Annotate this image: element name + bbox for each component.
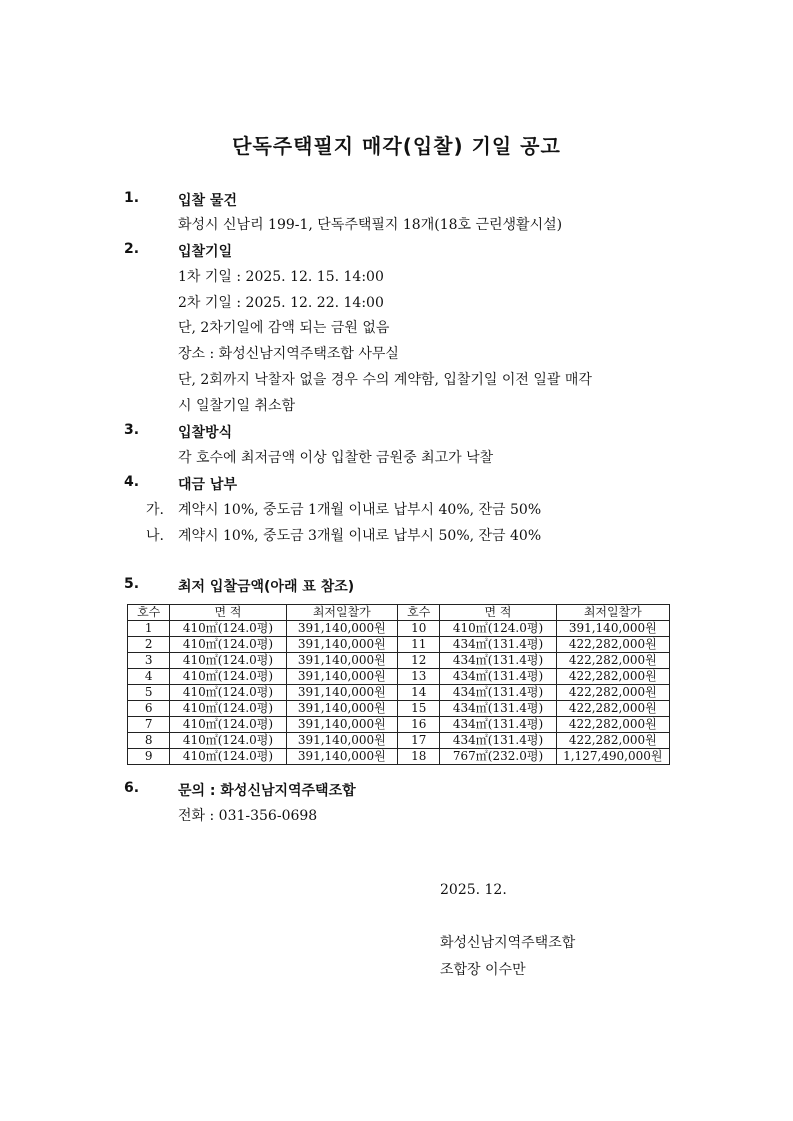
- price-table: [127, 604, 670, 765]
- cell-unit-no-2: 13: [398, 669, 440, 685]
- table-row: [128, 653, 670, 669]
- cell-area-2: 434㎡(131.4평): [440, 701, 556, 717]
- section-1-heading: 입찰 물건: [178, 193, 237, 209]
- section-2-number: 2.: [124, 241, 140, 257]
- cell-area-2: 434㎡(131.4평): [440, 733, 556, 749]
- cell-unit-no-2: 16: [398, 717, 440, 733]
- cell-unit-no-2: 11: [398, 637, 440, 653]
- cell-min-price: 391,140,000원: [286, 717, 398, 733]
- cell-min-price: 391,140,000원: [286, 701, 398, 717]
- cell-area: 410㎡(124.0평): [170, 733, 286, 749]
- cell-unit-no: 1: [128, 621, 170, 637]
- section-6-number: 6.: [124, 780, 140, 796]
- cell-area-2: 434㎡(131.4평): [440, 685, 556, 701]
- header-area-2: 면 적: [440, 605, 556, 621]
- cell-unit-no-2: 18: [398, 749, 440, 765]
- cell-unit-no: 7: [128, 717, 170, 733]
- cell-area: 410㎡(124.0평): [170, 653, 286, 669]
- header-unit-no-2: 호수: [398, 605, 440, 621]
- section-4-item-1-mark: 가.: [146, 502, 164, 518]
- table-row: [128, 749, 670, 765]
- cell-min-price-2: 422,282,000원: [556, 637, 669, 653]
- section-4-item-2-text: 계약시 10%, 중도금 3개월 이내로 납부시 50%, 잔금 40%: [178, 528, 542, 544]
- header-area: 면 적: [170, 605, 286, 621]
- header-min-price: 최저일찰가: [286, 605, 398, 621]
- issuer-organization: 화성신남지역주택조합: [440, 935, 576, 951]
- cell-min-price: 391,140,000원: [286, 733, 398, 749]
- header-min-price-2: 최저일찰가: [556, 605, 669, 621]
- section-2-line-1: 1차 기일 : 2025. 12. 15. 14:00: [178, 269, 384, 285]
- cell-min-price-2: 422,282,000원: [556, 733, 669, 749]
- section-3-line-1: 각 호수에 최저금액 이상 입찰한 금원중 최고가 낙찰: [178, 450, 494, 466]
- cell-min-price: 391,140,000원: [286, 685, 398, 701]
- section-2-line-4: 장소 : 화성신남지역주택조합 사무실: [178, 346, 399, 362]
- cell-min-price: 391,140,000원: [286, 669, 398, 685]
- section-4-item-1-text: 계약시 10%, 중도금 1개월 이내로 납부시 40%, 잔금 50%: [178, 502, 542, 518]
- table-header-row: [128, 605, 670, 621]
- table-row: [128, 685, 670, 701]
- cell-min-price: 391,140,000원: [286, 637, 398, 653]
- cell-unit-no: 2: [128, 637, 170, 653]
- cell-area: 410㎡(124.0평): [170, 685, 286, 701]
- table-row: [128, 669, 670, 685]
- cell-unit-no-2: 12: [398, 653, 440, 669]
- cell-min-price-2: 422,282,000원: [556, 653, 669, 669]
- cell-min-price-2: 422,282,000원: [556, 685, 669, 701]
- cell-area: 410㎡(124.0평): [170, 749, 286, 765]
- section-6-line-1: 전화 : 031-356-0698: [178, 808, 318, 824]
- cell-min-price-2: 422,282,000원: [556, 717, 669, 733]
- section-3-number: 3.: [124, 422, 140, 438]
- table-row: [128, 701, 670, 717]
- cell-unit-no-2: 10: [398, 621, 440, 637]
- cell-min-price: 391,140,000원: [286, 749, 398, 765]
- cell-unit-no-2: 17: [398, 733, 440, 749]
- header-unit-no: 호수: [128, 605, 170, 621]
- cell-unit-no: 9: [128, 749, 170, 765]
- section-2-line-6: 시 일찰기일 취소함: [178, 398, 296, 414]
- cell-unit-no-2: 14: [398, 685, 440, 701]
- cell-area-2: 767㎡(232.0평): [440, 749, 556, 765]
- section-2-line-2: 2차 기일 : 2025. 12. 22. 14:00: [178, 295, 384, 311]
- cell-unit-no-2: 15: [398, 701, 440, 717]
- cell-unit-no: 4: [128, 669, 170, 685]
- cell-min-price-2: 1,127,490,000원: [556, 749, 669, 765]
- cell-unit-no: 6: [128, 701, 170, 717]
- issuer-signer: 조합장 이수만: [440, 962, 526, 978]
- section-2-line-3: 단, 2차기일에 감액 되는 금원 없음: [178, 320, 390, 336]
- cell-unit-no: 5: [128, 685, 170, 701]
- section-1-line-1: 화성시 신남리 199-1, 단독주택필지 18개(18호 근린생활시설): [178, 217, 563, 233]
- section-5-number: 5.: [124, 576, 140, 592]
- table-row: [128, 637, 670, 653]
- cell-unit-no: 3: [128, 653, 170, 669]
- section-1-number: 1.: [124, 190, 140, 206]
- section-4-item-2-mark: 나.: [146, 528, 164, 544]
- cell-area-2: 410㎡(124.0평): [440, 621, 556, 637]
- cell-min-price-2: 391,140,000원: [556, 621, 669, 637]
- cell-area-2: 434㎡(131.4평): [440, 717, 556, 733]
- cell-area: 410㎡(124.0평): [170, 637, 286, 653]
- section-5-heading: 최저 입찰금액(아래 표 참조): [178, 579, 355, 595]
- cell-area: 410㎡(124.0평): [170, 717, 286, 733]
- cell-unit-no: 8: [128, 733, 170, 749]
- cell-area-2: 434㎡(131.4평): [440, 637, 556, 653]
- cell-area-2: 434㎡(131.4평): [440, 669, 556, 685]
- cell-area: 410㎡(124.0평): [170, 701, 286, 717]
- cell-min-price-2: 422,282,000원: [556, 701, 669, 717]
- table-row: [128, 621, 670, 637]
- section-6-heading: 문의 : 화성신남지역주택조합: [178, 783, 356, 799]
- notice-date: 2025. 12.: [440, 882, 507, 898]
- section-3-heading: 입찰방식: [178, 425, 233, 441]
- section-2-line-5: 단, 2회까지 낙찰자 없을 경우 수의 계약함, 입찰기일 이전 일괄 매각: [178, 372, 592, 388]
- cell-min-price: 391,140,000원: [286, 653, 398, 669]
- cell-area: 410㎡(124.0평): [170, 669, 286, 685]
- page-title: 단독주택필지 매각(입찰) 기일 공고: [232, 134, 561, 158]
- cell-area: 410㎡(124.0평): [170, 621, 286, 637]
- section-4-heading: 대금 납부: [178, 477, 237, 493]
- section-2-heading: 입찰기일: [178, 244, 233, 260]
- section-4-number: 4.: [124, 474, 140, 490]
- cell-min-price: 391,140,000원: [286, 621, 398, 637]
- cell-min-price-2: 422,282,000원: [556, 669, 669, 685]
- table-row: [128, 717, 670, 733]
- table-row: [128, 733, 670, 749]
- cell-area-2: 434㎡(131.4평): [440, 653, 556, 669]
